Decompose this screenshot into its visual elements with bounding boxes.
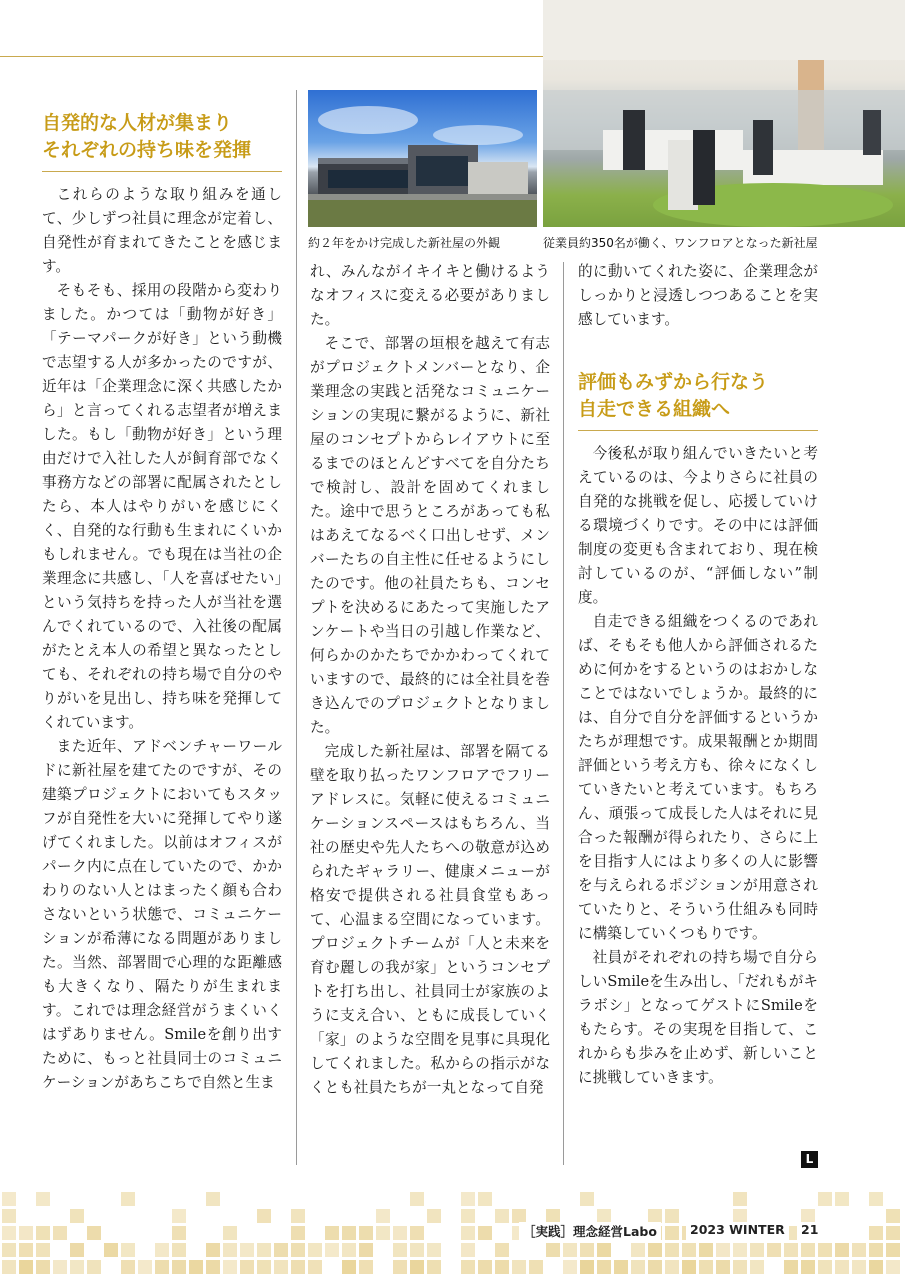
section-heading — [42, 110, 251, 164]
mosaic-tile — [342, 1243, 356, 1257]
paragraph: 自走できる組織をつくるのであれば、そもそも他人から評価されるために何かをするというのはおかしなことではないでしょうか。最終的には、自分で自分を評価するというかたちが理想です。成果報酬とか期間評価という考え方も、徐々になくしていきたいと考えています。もちろん、頑張って成長した人はそれに見合った報酬が得られたり、さらに上を目指す人にはより多くの人に影響を与えられるポジションが用意されていたりと、そういう仕組みも同時に構築していくつもりです。 — [578, 613, 818, 942]
paragraph-continued: 的に動いてくれた姿に、企業理念がしっかりと浸透しつつあることを実感しています。 — [578, 263, 818, 328]
mosaic-tile — [597, 1260, 611, 1274]
article-end-mark: L — [801, 1151, 818, 1168]
mosaic-tile — [257, 1260, 271, 1274]
mosaic-tile — [665, 1260, 679, 1274]
mosaic-tile — [478, 1192, 492, 1206]
mosaic-tile — [563, 1260, 577, 1274]
mosaic-tile — [852, 1243, 866, 1257]
mosaic-tile — [410, 1243, 424, 1257]
mosaic-tile — [784, 1260, 798, 1274]
mosaic-tile — [36, 1243, 50, 1257]
mosaic-tile — [495, 1243, 509, 1257]
mosaic-tile — [19, 1260, 33, 1274]
text-column-2 — [310, 260, 550, 1100]
mosaic-tile — [2, 1260, 16, 1274]
mosaic-tile — [70, 1260, 84, 1274]
mosaic-tile — [376, 1226, 390, 1240]
mosaic-tile — [36, 1192, 50, 1206]
mosaic-tile — [121, 1260, 135, 1274]
mosaic-tile — [699, 1243, 713, 1257]
mosaic-tile — [699, 1260, 713, 1274]
paragraph: 社員がそれぞれの持ち場で自分らしいSmileを生み出し、「だれもがキラボシ」となってゲストにSmileをもたらす。その実現を目指して、これからも歩みを止めず、新しいことに挑戦していきます。 — [578, 949, 818, 1086]
paragraph-continued: れ、みんながイキイキと働けるようなオフィスに変える必要がありました。 — [310, 263, 550, 328]
mosaic-tile — [155, 1260, 169, 1274]
mosaic-tile — [801, 1260, 815, 1274]
mosaic-tile — [70, 1209, 84, 1223]
mosaic-tile — [172, 1226, 186, 1240]
mosaic-tile — [835, 1243, 849, 1257]
mosaic-tile — [733, 1192, 747, 1206]
mosaic-tile — [393, 1243, 407, 1257]
mosaic-tile — [665, 1209, 679, 1223]
new-building-exterior-photo — [308, 90, 537, 227]
mosaic-tile — [53, 1260, 67, 1274]
mosaic-tile — [852, 1260, 866, 1274]
mosaic-tile — [478, 1226, 492, 1240]
mosaic-tile — [733, 1243, 747, 1257]
mosaic-tile — [206, 1192, 220, 1206]
mosaic-tile — [189, 1260, 203, 1274]
mosaic-tile — [393, 1260, 407, 1274]
mosaic-tile — [869, 1243, 883, 1257]
page-number: 21 — [797, 1222, 822, 1240]
mosaic-tile — [818, 1260, 832, 1274]
mosaic-tile — [512, 1209, 526, 1223]
column-divider — [296, 90, 297, 1165]
paragraph: そもそも、採用の段階から変わりました。かつては「動物が好き」「テーマパークが好き」という動機で志望する人が多かったのですが、近年は「企業理念に深く共感したから」と言ってくれる志望者が増えました。もし「動物が好き」という理由だけで入社した人が飼育部でなく事務方などの部署に配属されたとしたら、本人はやりがいを感じにくく、自発的な行動も生まれにくいかもしれません。でも現在は当社の企業理念に共感し、「人を喜ばせたい」という気持ちを持った人が当社を選んでくれているので、入社後の配属がたとえ本人の希望と異なったとしても、それぞれの持ち場で自分のやりがいを見出し、持ち味を発揮してくれています。 — [42, 282, 282, 731]
mosaic-tile — [376, 1209, 390, 1223]
mosaic-tile — [172, 1209, 186, 1223]
mosaic-tile — [291, 1243, 305, 1257]
heading-underline — [578, 430, 818, 431]
mosaic-tile — [172, 1260, 186, 1274]
mosaic-tile — [53, 1226, 67, 1240]
mosaic-tile — [121, 1192, 135, 1206]
mosaic-tile — [801, 1209, 815, 1223]
exterior-photo-caption: 約２年をかけ完成した新社屋の外観 — [308, 236, 501, 250]
mosaic-tile — [19, 1243, 33, 1257]
mosaic-tile — [665, 1243, 679, 1257]
mosaic-tile — [121, 1243, 135, 1257]
mosaic-tile — [274, 1243, 288, 1257]
mosaic-tile — [291, 1209, 305, 1223]
column-divider — [563, 262, 564, 1165]
mosaic-tile — [359, 1226, 373, 1240]
mosaic-tile — [750, 1243, 764, 1257]
mosaic-tile — [325, 1243, 339, 1257]
mosaic-tile — [36, 1226, 50, 1240]
office-photo-caption: 従業員約350名が働く、ワンフロアとなった新社屋 — [543, 236, 818, 250]
mosaic-tile — [818, 1192, 832, 1206]
mosaic-tile — [478, 1260, 492, 1274]
mosaic-tile — [291, 1260, 305, 1274]
mosaic-tile — [580, 1260, 594, 1274]
mosaic-tile — [818, 1243, 832, 1257]
mosaic-tile — [750, 1260, 764, 1274]
mosaic-tile — [291, 1226, 305, 1240]
mosaic-tile — [495, 1209, 509, 1223]
mosaic-tile — [359, 1260, 373, 1274]
mosaic-tile — [716, 1243, 730, 1257]
mosaic-tile — [393, 1226, 407, 1240]
mosaic-tile — [427, 1260, 441, 1274]
mosaic-tile — [733, 1260, 747, 1274]
mosaic-tile — [36, 1260, 50, 1274]
mosaic-tile — [410, 1260, 424, 1274]
mosaic-tile — [2, 1243, 16, 1257]
mosaic-tile — [512, 1260, 526, 1274]
mosaic-tile — [886, 1243, 900, 1257]
mosaic-tile — [665, 1226, 679, 1240]
mosaic-tile — [733, 1209, 747, 1223]
mosaic-tile — [886, 1226, 900, 1240]
mosaic-tile — [597, 1243, 611, 1257]
mosaic-tile — [801, 1243, 815, 1257]
mosaic-tile — [240, 1243, 254, 1257]
mosaic-tile — [461, 1192, 475, 1206]
mosaic-tile — [87, 1226, 101, 1240]
section-heading-line: 自走できる組織へ — [578, 398, 731, 420]
mosaic-tile — [835, 1260, 849, 1274]
mosaic-tile — [682, 1243, 696, 1257]
mosaic-tile — [155, 1243, 169, 1257]
mosaic-tile — [172, 1243, 186, 1257]
mosaic-tile — [886, 1209, 900, 1223]
issue-label: 2023 WINTER — [686, 1222, 789, 1240]
mosaic-tile — [716, 1260, 730, 1274]
mosaic-tile — [869, 1260, 883, 1274]
open-office-floor-photo — [543, 0, 905, 227]
mosaic-tile — [342, 1260, 356, 1274]
mosaic-tile — [427, 1243, 441, 1257]
mosaic-tile — [597, 1209, 611, 1223]
mosaic-tile — [614, 1260, 628, 1274]
mosaic-tile — [2, 1226, 16, 1240]
mosaic-tile — [359, 1243, 373, 1257]
mosaic-tile — [461, 1226, 475, 1240]
mosaic-tile — [546, 1209, 560, 1223]
mosaic-tile — [206, 1243, 220, 1257]
mosaic-tile — [257, 1209, 271, 1223]
mosaic-tile — [461, 1209, 475, 1223]
mosaic-tile — [257, 1243, 271, 1257]
section-heading — [578, 369, 768, 423]
mosaic-tile — [308, 1260, 322, 1274]
section-heading-line: それぞれの持ち味を発揮 — [42, 139, 252, 161]
mosaic-tile — [427, 1209, 441, 1223]
mosaic-tile — [206, 1260, 220, 1274]
mosaic-tile — [495, 1260, 509, 1274]
mosaic-tile — [410, 1192, 424, 1206]
mosaic-tile — [87, 1260, 101, 1274]
mosaic-tile — [2, 1192, 16, 1206]
mosaic-tile — [631, 1260, 645, 1274]
mosaic-tile — [410, 1226, 424, 1240]
text-column-3-top — [578, 260, 818, 332]
paragraph: 完成した新社屋は、部署を隔てる壁を取り払ったワンフロアでフリーアドレスに。気軽に使えるコミュニケーションスペースはもちろん、当社の歴史や先人たちへの敬意が込められたギャラリー、健康メニューが格安で提供される社員食堂もあって、心温まる空間になっています。プロジェクトチームが「人と未来を育む麗しの我が家」というコンセプトを打ち出し、社員同士が家族のように支え合い、ともに成長していく「家」のような空間を見事に具現化してくれました。私からの指示がなくとも社員たちが一丸となって自発 — [310, 743, 550, 1096]
text-column-3 — [578, 442, 818, 1090]
magazine-title: ［実践］理念経営Labo — [519, 1222, 661, 1240]
section-heading-line: 自発的な人材が集まり — [42, 112, 233, 134]
mosaic-tile — [648, 1209, 662, 1223]
mosaic-tile — [580, 1243, 594, 1257]
paragraph: これらのような取り組みを通して、少しずつ社員に理念が定着し、自発性が育まれてきたことを感じます。 — [42, 186, 282, 275]
mosaic-tile — [104, 1243, 118, 1257]
mosaic-tile — [546, 1243, 560, 1257]
mosaic-tile — [70, 1243, 84, 1257]
mosaic-tile — [869, 1192, 883, 1206]
mosaic-tile — [138, 1260, 152, 1274]
mosaic-tile — [223, 1260, 237, 1274]
section-heading-line: 評価もみずから行なう — [578, 371, 769, 393]
mosaic-tile — [342, 1226, 356, 1240]
mosaic-tile — [835, 1192, 849, 1206]
mosaic-tile — [529, 1260, 543, 1274]
mosaic-tile — [563, 1243, 577, 1257]
mosaic-tile — [682, 1260, 696, 1274]
mosaic-tile — [767, 1243, 781, 1257]
mosaic-tile — [461, 1260, 475, 1274]
mosaic-tile — [648, 1260, 662, 1274]
top-rule — [0, 56, 543, 57]
mosaic-tile — [461, 1243, 475, 1257]
mosaic-tile — [240, 1260, 254, 1274]
mosaic-tile — [2, 1209, 16, 1223]
mosaic-tile — [784, 1243, 798, 1257]
paragraph: 今後私が取り組んでいきたいと考えているのは、今よりさらに社員の自発的な挑戦を促し、応援していける環境づくりです。その中には評価制度の変更も含まれており、現在検討しているのが、“評価しない”制度。 — [578, 445, 818, 606]
mosaic-tile — [869, 1226, 883, 1240]
mosaic-tile — [223, 1226, 237, 1240]
paragraph: そこで、部署の垣根を越えて有志がプロジェクトメンバーとなり、企業理念の実践と活発なコミュニケーションの実現に繋がるように、新社屋のコンセプトからレイアウトに至るまでのほとんどすべてを自分たちで検討し、設計を固めてくれました。途中で思うところがあっても私はあえてなるべく口出しせず、メンバーたちの自主性に任せるようにしたのです。他の社員たちも、コンセプトを決めるにあたって実施したアンケートや当日の引越し作業など、何らかのかたちでかかわってくれていますので、最終的には全社員を巻き込んでのプロジェクトとなりました。 — [310, 335, 550, 736]
mosaic-tile — [580, 1192, 594, 1206]
mosaic-tile — [631, 1243, 645, 1257]
text-column-1 — [42, 183, 282, 1095]
mosaic-tile — [325, 1226, 339, 1240]
mosaic-tile — [274, 1260, 288, 1274]
mosaic-tile — [648, 1243, 662, 1257]
mosaic-tile — [308, 1243, 322, 1257]
mosaic-tile — [886, 1260, 900, 1274]
mosaic-tile — [223, 1243, 237, 1257]
paragraph: また近年、アドベンチャーワールドに新社屋を建てたのですが、その建築プロジェクトにおいてもスタッフが自発性を大いに発揮してやり遂げてくれました。以前はオフィスがパーク内に点在していたので、かかわりのない人とはまったく顔も合わさないという状態で、コミュニケーションが希薄になる問題がありました。当然、部署間で心理的な距離感も大きくなり、隔たりが生まれます。これでは理念経営がうまくいくはずありません。Smileを創り出すために、もっと社員同士のコミュニケーションがあちこちで自然と生ま — [42, 738, 282, 1091]
heading-underline — [42, 171, 282, 172]
mosaic-tile — [19, 1226, 33, 1240]
